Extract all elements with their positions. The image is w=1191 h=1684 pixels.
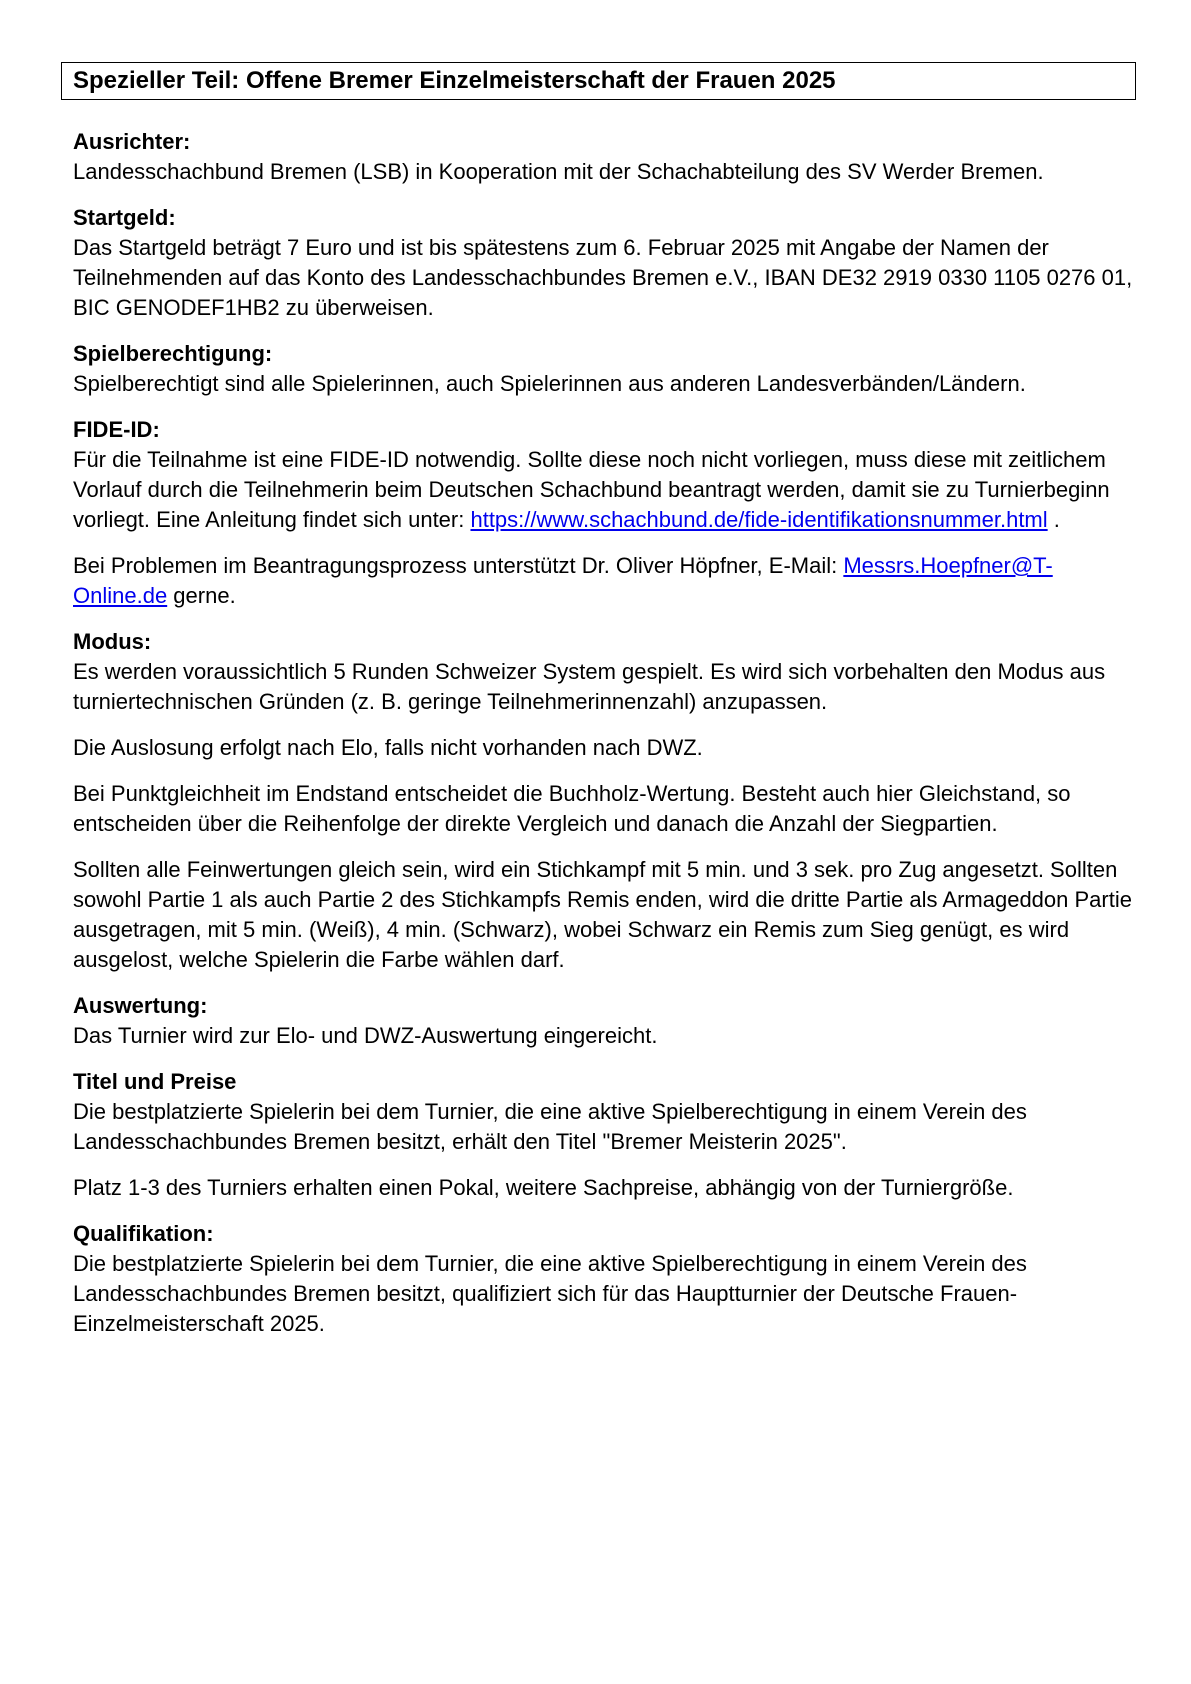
section-heading-auswertung: Auswertung: xyxy=(73,993,208,1018)
section-titel-preise xyxy=(73,1067,1143,1203)
section-heading-fide-id: FIDE-ID: xyxy=(73,417,160,442)
section-text-fide-id xyxy=(73,445,1143,535)
section-fide-id xyxy=(73,415,1143,611)
support-email-link[interactable]: Messrs.Hoepfner@T-Online.de xyxy=(73,553,1053,608)
section-startgeld xyxy=(73,203,1143,323)
section-heading-modus: Modus: xyxy=(73,629,152,654)
section-text-titel-1: Die bestplatzierte Spielerin bei dem Turnier, die eine aktive Spielberechtigung in einem Verein des Landesschachbundes Bremen besitzt, erhält den Titel "Bremer Meisterin 2025". xyxy=(73,1099,1027,1154)
fide-support-before-link: Bei Problemen im Beantragungsprozess unterstützt Dr. Oliver Höpfner, E-Mail: xyxy=(73,553,844,578)
fide-text-before-link: Für die Teilnahme ist eine FIDE-ID notwendig. Sollte diese noch nicht vorliegen, muss diese mit zeitlichem Vorlauf durch die Teilnehmerin beim Deutschen Schachbund beantragt werden, damit sie zu Turnierbeginn vorliegt. Eine Anleitung findet sich unter: xyxy=(73,447,1110,532)
section-spielberechtigung xyxy=(73,339,1143,399)
section-text-modus-2: Die Auslosung erfolgt nach Elo, falls nicht vorhanden nach DWZ. xyxy=(73,735,703,760)
section-heading-spielberechtigung: Spielberechtigung: xyxy=(73,341,273,366)
document-body xyxy=(73,127,1143,1339)
section-text-startgeld: Das Startgeld beträgt 7 Euro und ist bis spätestens zum 6. Februar 2025 mit Angabe der Namen der Teilnehmenden auf das Konto des Landesschachbundes Bremen e.V., IBAN DE32 2919 0330 1105 0276 01, BIC GENODEF1HB2 zu überweisen. xyxy=(73,235,1133,320)
section-heading-titel-preise: Titel und Preise xyxy=(73,1069,237,1094)
section-ausrichter xyxy=(73,127,1143,187)
fide-text-after-link: . xyxy=(1047,507,1060,532)
section-heading-qualifikation: Qualifikation: xyxy=(73,1221,214,1246)
section-text-titel-2: Platz 1-3 des Turniers erhalten einen Pokal, weitere Sachpreise, abhängig von der Turniergröße. xyxy=(73,1175,1014,1200)
section-text-modus-1: Es werden voraussichtlich 5 Runden Schweizer System gespielt. Es wird sich vorbehalten den Modus aus turniertechnischen Gründen (z. B. geringe Teilnehmerinnenzahl) anzupassen. xyxy=(73,659,1106,714)
fide-guide-link[interactable]: https://www.schachbund.de/fide-identifikationsnummer.html xyxy=(470,507,1048,532)
section-heading-ausrichter: Ausrichter: xyxy=(73,129,191,154)
section-auswertung xyxy=(73,991,1143,1051)
section-text-modus-3: Bei Punktgleichheit im Endstand entscheidet die Buchholz-Wertung. Besteht auch hier Gleichstand, so entscheiden über die Reihenfolge der direkte Vergleich und danach die Anzahl der Siegpartien. xyxy=(73,781,1071,836)
section-qualifikation xyxy=(73,1219,1143,1339)
section-text-spielberechtigung: Spielberechtigt sind alle Spielerinnen, auch Spielerinnen aus anderen Landesverbänden/Ländern. xyxy=(73,371,1026,396)
section-modus xyxy=(73,627,1143,975)
section-text-auswertung: Das Turnier wird zur Elo- und DWZ-Auswertung eingereicht. xyxy=(73,1023,658,1048)
fide-support-after-link: gerne. xyxy=(167,583,236,608)
section-heading-startgeld: Startgeld: xyxy=(73,205,176,230)
section-text-ausrichter: Landesschachbund Bremen (LSB) in Kooperation mit der Schachabteilung des SV Werder Bremen. xyxy=(73,159,1044,184)
page-title: Spezieller Teil: Offene Bremer Einzelmeisterschaft der Frauen 2025 xyxy=(61,62,1136,100)
section-text-modus-4: Sollten alle Feinwertungen gleich sein, wird ein Stichkampf mit 5 min. und 3 sek. pro Zug angesetzt. Sollten sowohl Partie 1 als auch Partie 2 des Stichkampfs Remis enden, wird die dritte Partie als Armageddon Partie ausgetragen, mit 5 min. (Weiß), 4 min. (Schwarz), wobei Schwarz ein Remis zum Sieg genügt, es wird ausgelost, welche Spielerin die Farbe wählen darf. xyxy=(73,857,1132,972)
section-text-qualifikation: Die bestplatzierte Spielerin bei dem Turnier, die eine aktive Spielberechtigung in einem Verein des Landesschachbundes Bremen besitzt, qualifiziert sich für das Hauptturnier der Deutsche Frauen-Einzelmeisterschaft 2025. xyxy=(73,1251,1027,1336)
section-text-fide-support xyxy=(73,551,1143,611)
